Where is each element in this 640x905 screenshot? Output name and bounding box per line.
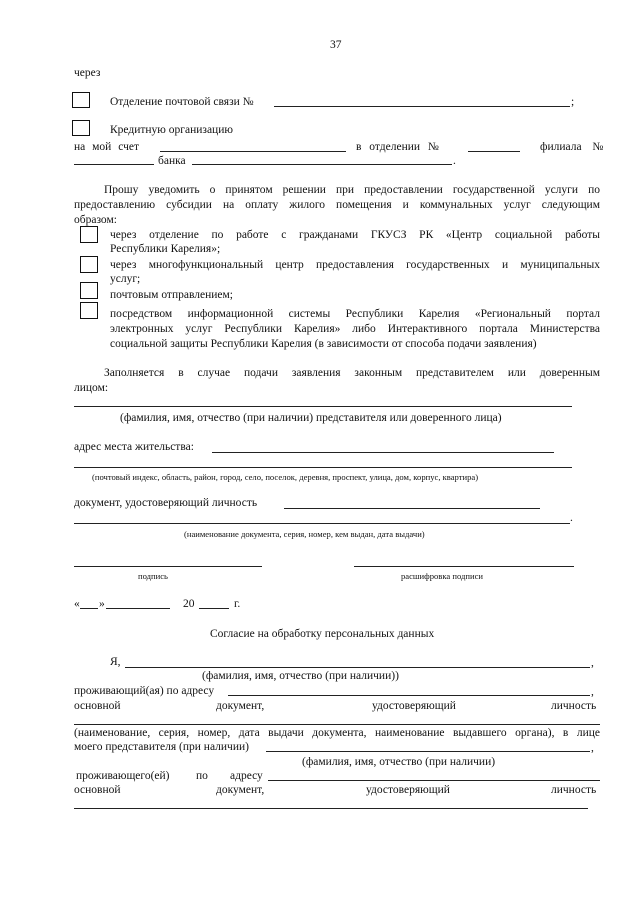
account-number-field[interactable] — [160, 151, 346, 152]
signature-field[interactable] — [74, 566, 262, 567]
consent-fio-hint: (фамилия, имя, отчество (при наличии)) — [202, 670, 399, 682]
consent-rep-end: , — [591, 742, 594, 754]
identity-doc-field-line2[interactable] — [74, 523, 570, 524]
bank-end: . — [453, 155, 456, 167]
bank-name-field[interactable] — [192, 164, 452, 165]
credit-org-label: Кредитную организацию — [110, 124, 233, 136]
consent-resides2-word-1: проживающего(ей) — [76, 770, 170, 782]
address-label: адрес места жительства: — [74, 441, 194, 453]
identity-doc-hint: (наименование документа, серия, номер, кем выдан, дата выдачи) — [184, 529, 425, 539]
consent-fio-end: , — [591, 657, 594, 669]
consent-rep-hint: (фамилия, имя, отчество (при наличии) — [302, 756, 496, 768]
consent-address-end: , — [591, 686, 594, 698]
consent-doc-naming-line: (наименование, серия, номер, дата выдачи документа, наименование выдавшего органа), в лице — [74, 727, 600, 739]
post-office-end: ; — [571, 96, 575, 108]
representative-intro-line1: Заполняется в случае подачи заявления законным представителем или доверенным — [104, 367, 600, 379]
bank-label: банка — [158, 155, 186, 167]
consent-id-word-3: удостоверяющий — [372, 700, 456, 712]
consent-id2-doc-field[interactable] — [74, 808, 588, 809]
consent-id-word-1: основной — [74, 700, 121, 712]
representative-name-hint: (фамилия, имя, отчество (при наличии) представителя или доверенного лица) — [120, 412, 502, 424]
consent-id-doc-field[interactable] — [74, 724, 600, 725]
consent-address-field[interactable] — [228, 695, 590, 696]
representative-name-field[interactable] — [74, 406, 572, 407]
consent-id-word-2: документ, — [216, 700, 265, 712]
consent-i-label: Я, — [110, 656, 121, 668]
date-day-field[interactable] — [80, 608, 98, 609]
consent-resides-label: проживающий(ая) по адресу — [74, 685, 215, 697]
filial-number-field[interactable] — [74, 164, 154, 165]
signature-hint: подпись — [138, 571, 168, 581]
address-hint: (почтовый индекс, область, район, город, село, поселок, деревня, проспект, улица, дом, корпус, квартира) — [92, 472, 479, 482]
representative-intro-line2: лицом: — [74, 382, 109, 394]
notify-intro-line1: Прошу уведомить о принятом решении при предоставлении государственной услуги по — [104, 184, 600, 196]
identity-doc-label: документ, удостоверяющий личность — [74, 497, 258, 509]
notify-intro-line3: образом: — [74, 214, 117, 226]
post-office-checkbox[interactable] — [72, 92, 90, 108]
consent-id2-word-3: удостоверяющий — [366, 784, 450, 796]
credit-org-checkbox[interactable] — [72, 120, 90, 136]
identity-doc-field[interactable] — [284, 508, 540, 509]
notify-option-portal-line2: электронных услуг Республики Карелия» либо Интерактивного портала Министерства — [110, 323, 600, 335]
consent-fio-field[interactable] — [125, 667, 590, 668]
branch-number-field[interactable] — [468, 151, 520, 152]
notify-option-mfc-line2: услуг; — [110, 273, 141, 285]
date-year-prefix: 20 — [183, 598, 195, 610]
consent-id-word-4: личность — [551, 700, 597, 712]
page-number: 37 — [330, 39, 342, 51]
post-office-label: Отделение почтовой связи № — [110, 96, 254, 108]
consent-title: Согласие на обработку персональных данных — [210, 628, 435, 640]
address-field-line2[interactable] — [74, 467, 572, 468]
notify-option-center-line1: через отделение по работе с гражданами ГКУСЗ РК «Центр социальной работы — [110, 229, 600, 241]
date-quote-close: » — [99, 598, 105, 610]
notify-option-portal-checkbox[interactable] — [80, 302, 98, 319]
consent-id2-word-4: личность — [551, 784, 597, 796]
notify-option-portal-line1: посредством информационной системы Республики Карелия «Региональный портал — [110, 308, 600, 320]
post-office-number-field[interactable] — [274, 106, 570, 107]
notify-option-mfc-checkbox[interactable] — [80, 256, 98, 273]
identity-doc-end: . — [570, 512, 573, 524]
consent-rep-field[interactable] — [266, 751, 590, 752]
consent-resides2-field[interactable] — [268, 780, 600, 781]
account-prefix: на мой счет — [74, 141, 139, 153]
filial-number-label: филиала № — [540, 141, 604, 153]
consent-id2-word-1: основной — [74, 784, 121, 796]
date-month-field[interactable] — [106, 608, 170, 609]
notify-option-mfc-line1: через многофункциональный центр предоставления государственных и муниципальных — [110, 259, 600, 271]
branch-number-label: в отделении № — [356, 141, 439, 153]
date-quote-open: « — [74, 598, 80, 610]
notify-option-post-label: почтовым отправлением; — [110, 289, 233, 301]
consent-rep-label: моего представителя (при наличии) — [74, 741, 249, 753]
signature-decode-field[interactable] — [354, 566, 574, 567]
date-year-field[interactable] — [199, 608, 229, 609]
signature-decode-hint: расшифровка подписи — [401, 571, 484, 581]
notify-option-post-checkbox[interactable] — [80, 282, 98, 299]
notify-option-portal-line3: социальной защиты Республики Карелия (в зависимости от способа подачи заявления) — [110, 338, 537, 350]
consent-resides2-word-2: по — [196, 770, 208, 782]
consent-id2-word-2: документ, — [216, 784, 265, 796]
date-year-suffix: г. — [234, 598, 241, 610]
consent-resides2-word-3: адресу — [230, 770, 263, 782]
via-label: через — [74, 67, 101, 79]
notify-option-center-checkbox[interactable] — [80, 226, 98, 243]
address-field[interactable] — [212, 452, 554, 453]
notify-option-center-line2: Республики Карелия»; — [110, 243, 221, 255]
notify-intro-line2: предоставлению субсидии на оплату жилого помещения и коммунальных услуг следующим — [74, 199, 600, 211]
